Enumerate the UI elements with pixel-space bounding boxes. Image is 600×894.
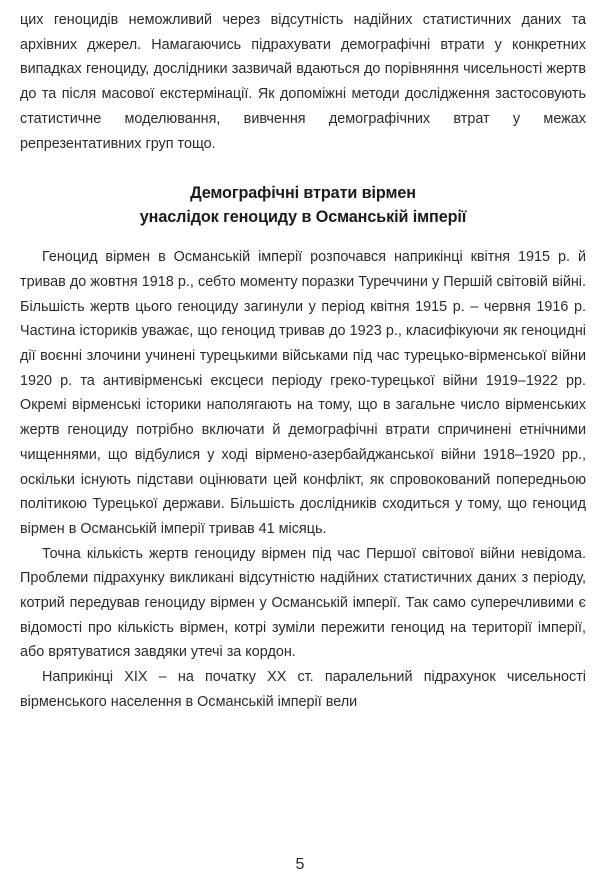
book-page (20, 8, 586, 715)
section-heading-line-1: Демографічні втрати вірмен (190, 184, 416, 203)
body-paragraph-2: Точна кількість жертв геноциду вірмен під час Першої світової війни невідома. Проблеми підрахунку викликані відсутністю надійних статистичних даних з періоду, котрий передував геноциду вірмен у Османській імперії. Так само суперечливими є відомості про кількість вірмен, котрі зуміли пережити геноцид на території імперії, або врятуватися завдяки утечі за кордон. (20, 545, 586, 661)
section-heading (20, 181, 586, 229)
page-number: 5 (295, 856, 305, 873)
intro-paragraph: цих геноцидів неможливий через відсутність надійних статистичних даних та архівних джерел. Намагаючись підрахувати демографічні втрати у конкретних випадках геноциду, дослідники зазвичай вдаються до порівняння чисельності жертв до та після масової екстермінації. Як допоміжні методи дослідження застосовують статистичне моделювання, вивчення демографічних втрат у межах репрезентативних груп тощо. (20, 12, 586, 152)
section-heading-line-2: унаслідок геноциду в Османській імперії (139, 208, 467, 227)
body-paragraph-1: Геноцид вірмен в Османській імперії розпочався наприкінці квітня 1915 р. й тривав до жовтня 1918 р., себто моменту поразки Туреччини у Першій світовій війні. Більшість жертв цього геноциду загинули у період квітня 1915 р. – червня 1916 р. Частина істориків уважає, що геноцид тривав до 1923 р., класифікуючи як геноцидні дії воєнні злочини учинені турецькими військами під час турецько-вірменської війни 1920 р. та антивірменські ексцеси періоду греко-турецької війни 1919–1922 рр. Окремі вірменські історики наполягають на тому, що в загальне число вірменських жертв геноциду потрібно включати й демографічні втрати спричинені етнічними чищеннями, що відбулися у ході вірмено-азербайджанської війни 1918–1920 рр., оскільки існують підстави оцінювати цей конфлікт, як спровокований попередньою політикою Турецької держави. Більшість дослідників сходиться у тому, що геноцид вірмен в Османській імперії тривав 41 місяць. (20, 249, 586, 537)
body-paragraph-3: Наприкінці XIX – на початку XX ст. паралельний підрахунок чисельності вірменського населення в Османській імперії вели (20, 669, 586, 710)
